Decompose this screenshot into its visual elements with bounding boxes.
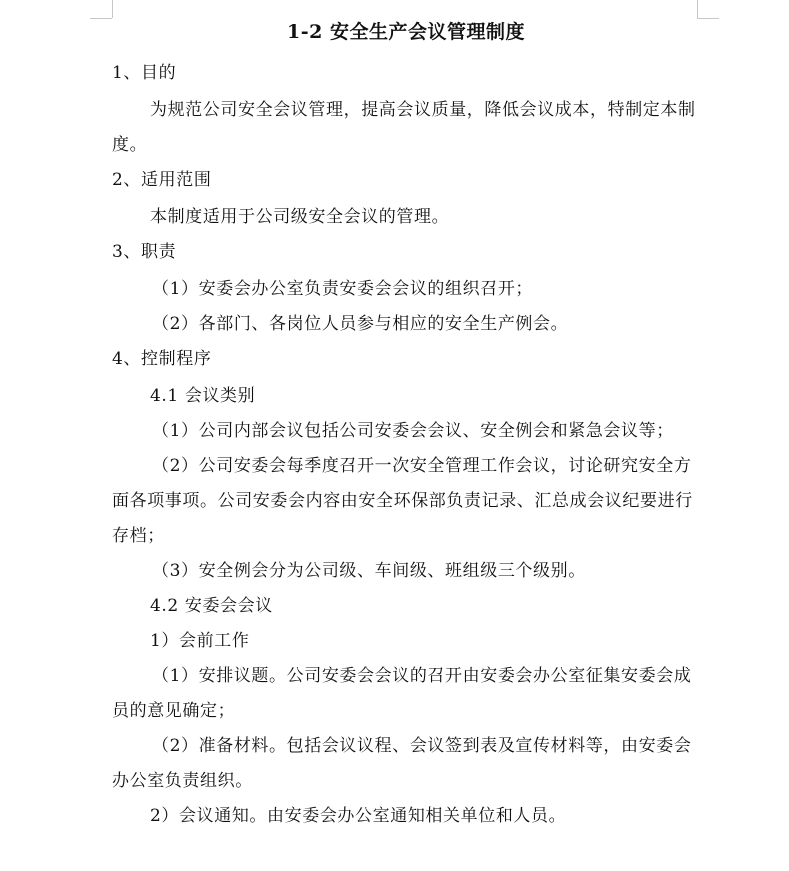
section-heading-scope: 2、适用范围 — [112, 170, 212, 190]
list-item: （3）安全例会分为公司级、车间级、班组级三个级别。 — [152, 561, 586, 581]
list-item: （2）公司安委会每季度召开一次安全管理工作会议，讨论研究安全方面各项事项。公司安委会内容由安全环保部负责记录、汇总成会议纪要进行存档； — [112, 456, 693, 546]
list-item: （2）准备材料。包括会议议程、会议签到表及宣传材料等，由安委会办公室负责组织。 — [112, 736, 692, 791]
list-item: （1）安委会办公室负责安委会会议的组织召开； — [152, 279, 534, 299]
document-title: 1-2 安全生产会议管理制度 — [287, 21, 525, 43]
document-body — [112, 16, 700, 834]
paragraph-purpose: 为规范公司安全会议管理，提高会议质量，降低会议成本，特制定本制度。 — [112, 100, 696, 155]
subsection-heading-meeting-notice: 2）会议通知。由安委会办公室通知相关单位和人员。 — [150, 806, 567, 826]
list-item: （2）各部门、各岗位人员参与相应的安全生产例会。 — [152, 314, 569, 334]
subsection-heading-committee-meeting: 4.2 安委会会议 — [150, 596, 273, 616]
section-heading-procedure: 4、控制程序 — [112, 349, 212, 369]
list-item: （1）公司内部会议包括公司安委会会议、安全例会和紧急会议等； — [152, 421, 674, 441]
subsection-heading-pre-meeting: 1）会前工作 — [150, 631, 250, 651]
list-item: （1）安排议题。公司安委会会议的召开由安委会办公室征集安委会成员的意见确定； — [112, 666, 692, 721]
section-heading-purpose: 1、目的 — [112, 63, 177, 83]
crop-mark-top-right-horizontal — [697, 18, 719, 19]
section-heading-responsibilities: 3、职责 — [112, 242, 177, 262]
paragraph-scope: 本制度适用于公司级安全会议的管理。 — [150, 207, 450, 227]
subsection-heading-meeting-types: 4.1 会议类别 — [150, 386, 256, 406]
crop-mark-top-left-horizontal — [90, 18, 112, 19]
